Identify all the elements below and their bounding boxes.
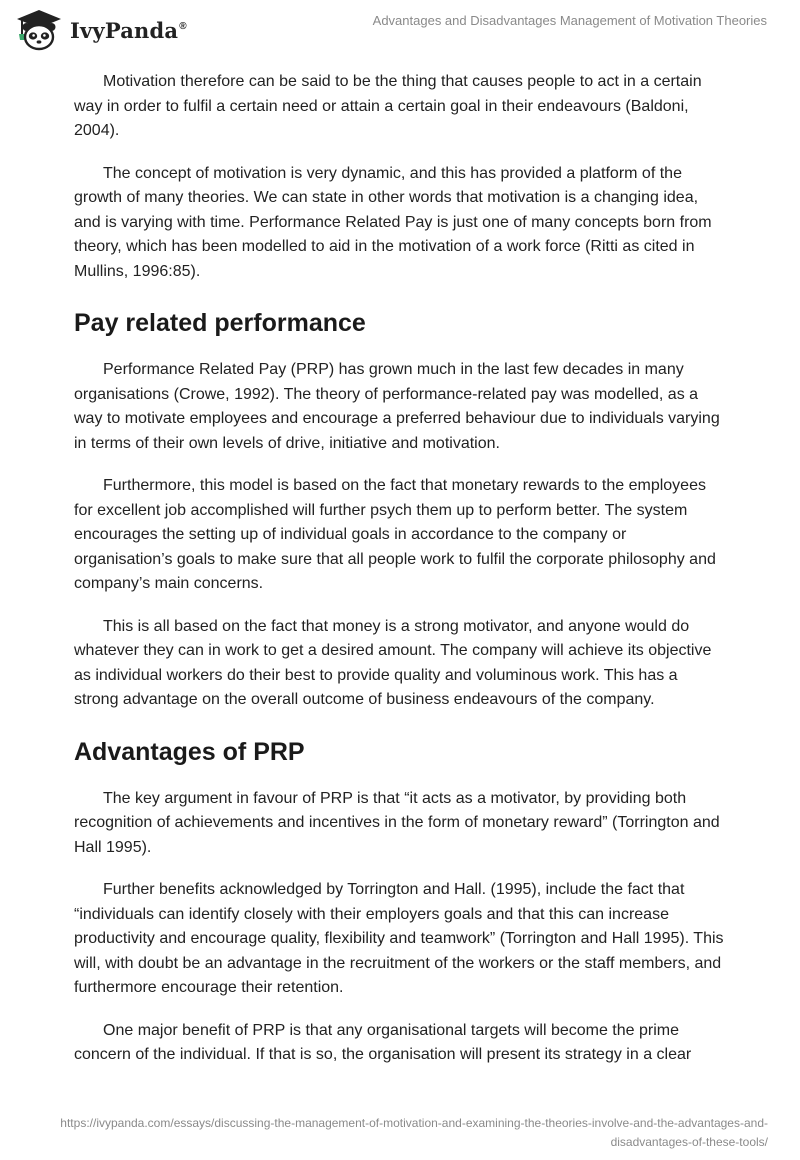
ivypanda-logo[interactable] [14,8,187,52]
source-url-footer[interactable] [8,1114,768,1152]
ivypanda-logo-icon [14,8,64,52]
brand-name [70,18,187,43]
section-heading: Advantages of PRP [74,737,305,766]
page-header [0,0,800,64]
paragraph: The key argument in favour of PRP is that “it acts as a motivator, by providing both recognition of achievements and incentives in the form of monetary reward” (Torrington and Hall 1995). [74,789,720,856]
source-url-line: disadvantages-of-these-tools/ [610,1135,768,1149]
paragraph: Motivation therefore can be said to be the thing that causes people to act in a certain way in order to fulfil a certain need or attain a certain goal in their endeavours (Baldoni, 2004). [74,73,702,139]
paragraph: The concept of motivation is very dynamic, and this has provided a platform of the growth of many theories. We can state in other words that motivation is a changing idea, and is varying with time. Performance Related Pay is just one of many concepts born from theory, which has been modelled to aid in the motivation of a work force (Ritti as cited in Mullins, 1996:85). [74,164,712,280]
paragraph: Performance Related Pay (PRP) has grown much in the last few decades in many organisations (Crowe, 1992). The theory of performance-related pay was modelled, as a way to motivate employees and encourage a preferred behaviour due to individuals varying in terms of their own levels of drive, initiative and motivation. [74,361,720,452]
section-heading: Pay related performance [74,309,366,337]
brand-text: IvyPanda [70,17,179,43]
paragraph: Furthermore, this model is based on the fact that monetary rewards to the employees for excellent job accomplished will further psych them up to perform better. The system encourages the setting up of individual goals in accordance to the company or organisation’s goals to make sure that all people work to fulfil the corporate philosophy and company’s main concerns. [74,477,716,592]
article-body [74,70,726,1086]
source-url-line: https://ivypanda.com/essays/discussing-the-management-of-motivation-and-examining-the-theories-involve-and-the-advantages-and- [60,1116,768,1130]
paragraph: This is all based on the fact that money is a strong motivator, and anyone would do whatever they can in work to get a desired amount. The company will achieve its objective as individual workers do their best to provide quality and voluminous work. This has a strong advantage on the overall outcome of business endeavours of the company. [74,617,712,708]
paragraph: One major benefit of PRP is that any organisational targets will become the prime concern of the individual. If that is so, the organisation will present its strategy in a clear [74,1021,692,1063]
paragraph: Further benefits acknowledged by Torrington and Hall. (1995), include the fact that “individuals can identify closely with their employers goals and that this can increase productivity and encourage quality, flexibility and teamwork” (Torrington and Hall 1995). This will, with doubt be an advantage in the recruitment of the workers or the staff members, and furthermore encourage their retention. [74,881,724,996]
registered-mark: ® [179,20,187,32]
document-title: Advantages and Disadvantages Management of Motivation Theories [372,13,767,28]
